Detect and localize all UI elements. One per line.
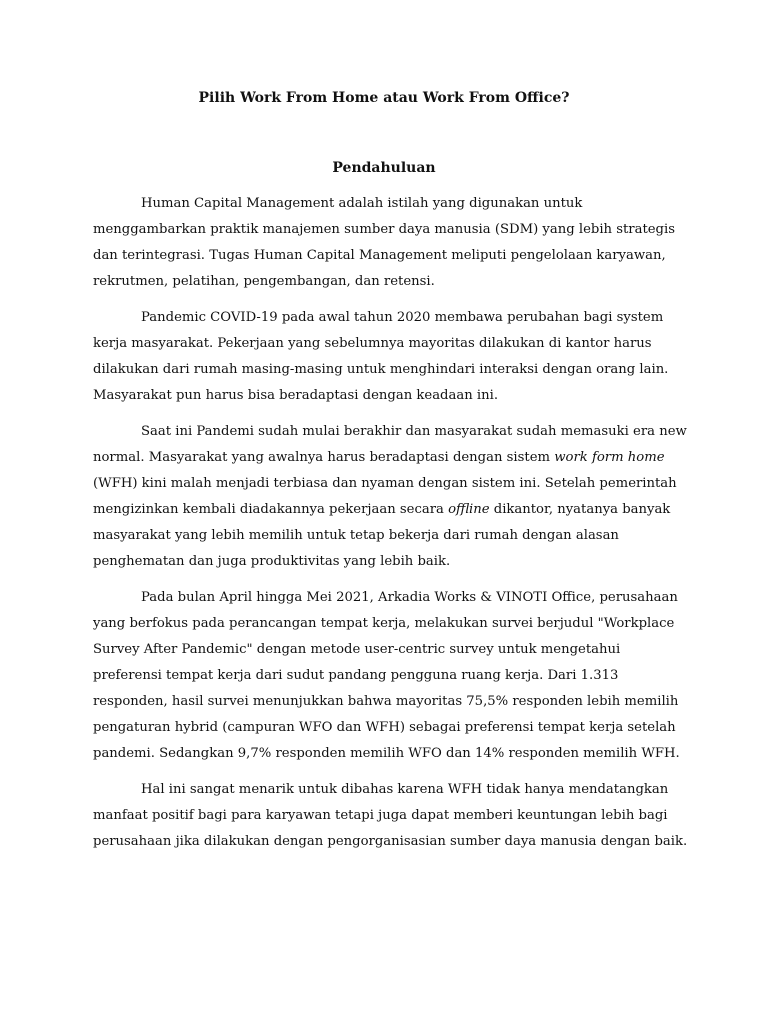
text-run: pandemi. Sedangkan 9,7% responden memilih WFO dan 14% responden memilih WFH. <box>93 746 680 761</box>
text-run: dilakukan dari rumah masing-masing untuk menghindari interaksi dengan orang lain. <box>93 362 669 377</box>
text-run: penghematan dan juga produktivitas yang lebih baik. <box>93 554 451 569</box>
text-run: Hal ini sangat menarik untuk dibahas karena WFH tidak hanya mendatangkan <box>141 782 669 797</box>
text-run: manfaat positif bagi para karyawan tetapi juga dapat memberi keuntungan lebih bagi <box>93 808 668 823</box>
text-run: perusahaan jika dilakukan dengan pengorganisasian sumber daya manusia dengan baik. <box>93 834 688 849</box>
text-run: menggambarkan praktik manajemen sumber daya manusia (SDM) yang lebih strategis <box>93 222 675 237</box>
paragraph-line <box>93 689 679 715</box>
paragraph-line <box>93 471 676 497</box>
paragraph <box>93 585 680 767</box>
paragraph-line <box>93 357 676 383</box>
text-run: (WFH) kini malah menjadi terbiasa dan nyaman dengan sistem ini. Setelah pemerintah <box>93 476 677 491</box>
italic-term: offline <box>448 502 490 517</box>
text-run: Saat ini Pandemi sudah mulai berakhir dan masyarakat sudah memasuki era new <box>141 424 687 439</box>
paragraph-line <box>93 715 676 741</box>
text-run: normal. Masyarakat yang awalnya harus beradaptasi dengan sistem <box>93 450 555 465</box>
paragraph-line <box>93 269 676 295</box>
paragraph-line <box>93 549 676 575</box>
section-heading: Pendahuluan <box>332 160 436 176</box>
paragraph <box>93 777 688 855</box>
paragraph-line <box>93 741 680 767</box>
paragraph-line <box>93 663 676 689</box>
paragraph <box>93 191 676 295</box>
paragraph-line <box>93 305 676 331</box>
document-title: Pilih Work From Home atau Work From Office? <box>198 90 570 106</box>
paragraph-line <box>93 637 676 663</box>
text-run: yang berfokus pada perancangan tempat kerja, melakukan survei berjudul "Workplace <box>93 616 675 631</box>
text-run: dan terintegrasi. Tugas Human Capital Management meliputi pengelolaan karyawan, <box>93 248 666 263</box>
text-run: masyarakat yang lebih memilih untuk tetap bekerja dari rumah dengan alasan <box>93 528 619 543</box>
paragraph-line <box>93 497 676 523</box>
text-run: Pandemic COVID-19 pada awal tahun 2020 membawa perubahan bagi system <box>141 310 664 325</box>
text-run: Pada bulan April hingga Mei 2021, Arkadia Works & VINOTI Office, perusahaan <box>141 590 678 605</box>
paragraph-line <box>93 803 676 829</box>
paragraph-line <box>93 243 676 269</box>
document-body <box>93 191 688 865</box>
text-run: rekrutmen, pelatihan, pengembangan, dan retensi. <box>93 274 435 289</box>
paragraph-line <box>93 445 676 471</box>
paragraph-line <box>93 829 688 855</box>
text-run: dikantor, nyatanya banyak <box>489 502 671 517</box>
paragraph-line <box>93 611 676 637</box>
text-run: pengaturan hybrid (campuran WFO dan WFH) sebagai preferensi tempat kerja setelah <box>93 720 676 735</box>
paragraph-line <box>93 191 676 217</box>
text-run: Survey After Pandemic" dengan metode user-centric survey untuk mengetahui <box>93 642 621 657</box>
paragraph-line <box>93 777 676 803</box>
text-run: responden, hasil survei menunjukkan bahwa mayoritas 75,5% responden lebih memilih <box>93 694 679 709</box>
paragraph <box>93 419 687 575</box>
paragraph-line <box>93 331 676 357</box>
paragraph-line <box>93 419 687 445</box>
italic-term: work form home <box>554 450 665 465</box>
text-run: kerja masyarakat. Pekerjaan yang sebelumnya mayoritas dilakukan di kantor harus <box>93 336 652 351</box>
paragraph-line <box>93 585 676 611</box>
paragraph-line <box>93 217 676 243</box>
text-run: Masyarakat pun harus bisa beradaptasi dengan keadaan ini. <box>93 388 499 403</box>
paragraph-line <box>93 383 676 409</box>
paragraph-line <box>93 523 676 549</box>
text-run: preferensi tempat kerja dari sudut pandang pengguna ruang kerja. Dari 1.313 <box>93 668 619 683</box>
paragraph <box>93 305 676 409</box>
text-run: mengizinkan kembali diadakannya pekerjaan secara <box>93 502 449 517</box>
text-run: Human Capital Management adalah istilah yang digunakan untuk <box>141 196 583 211</box>
